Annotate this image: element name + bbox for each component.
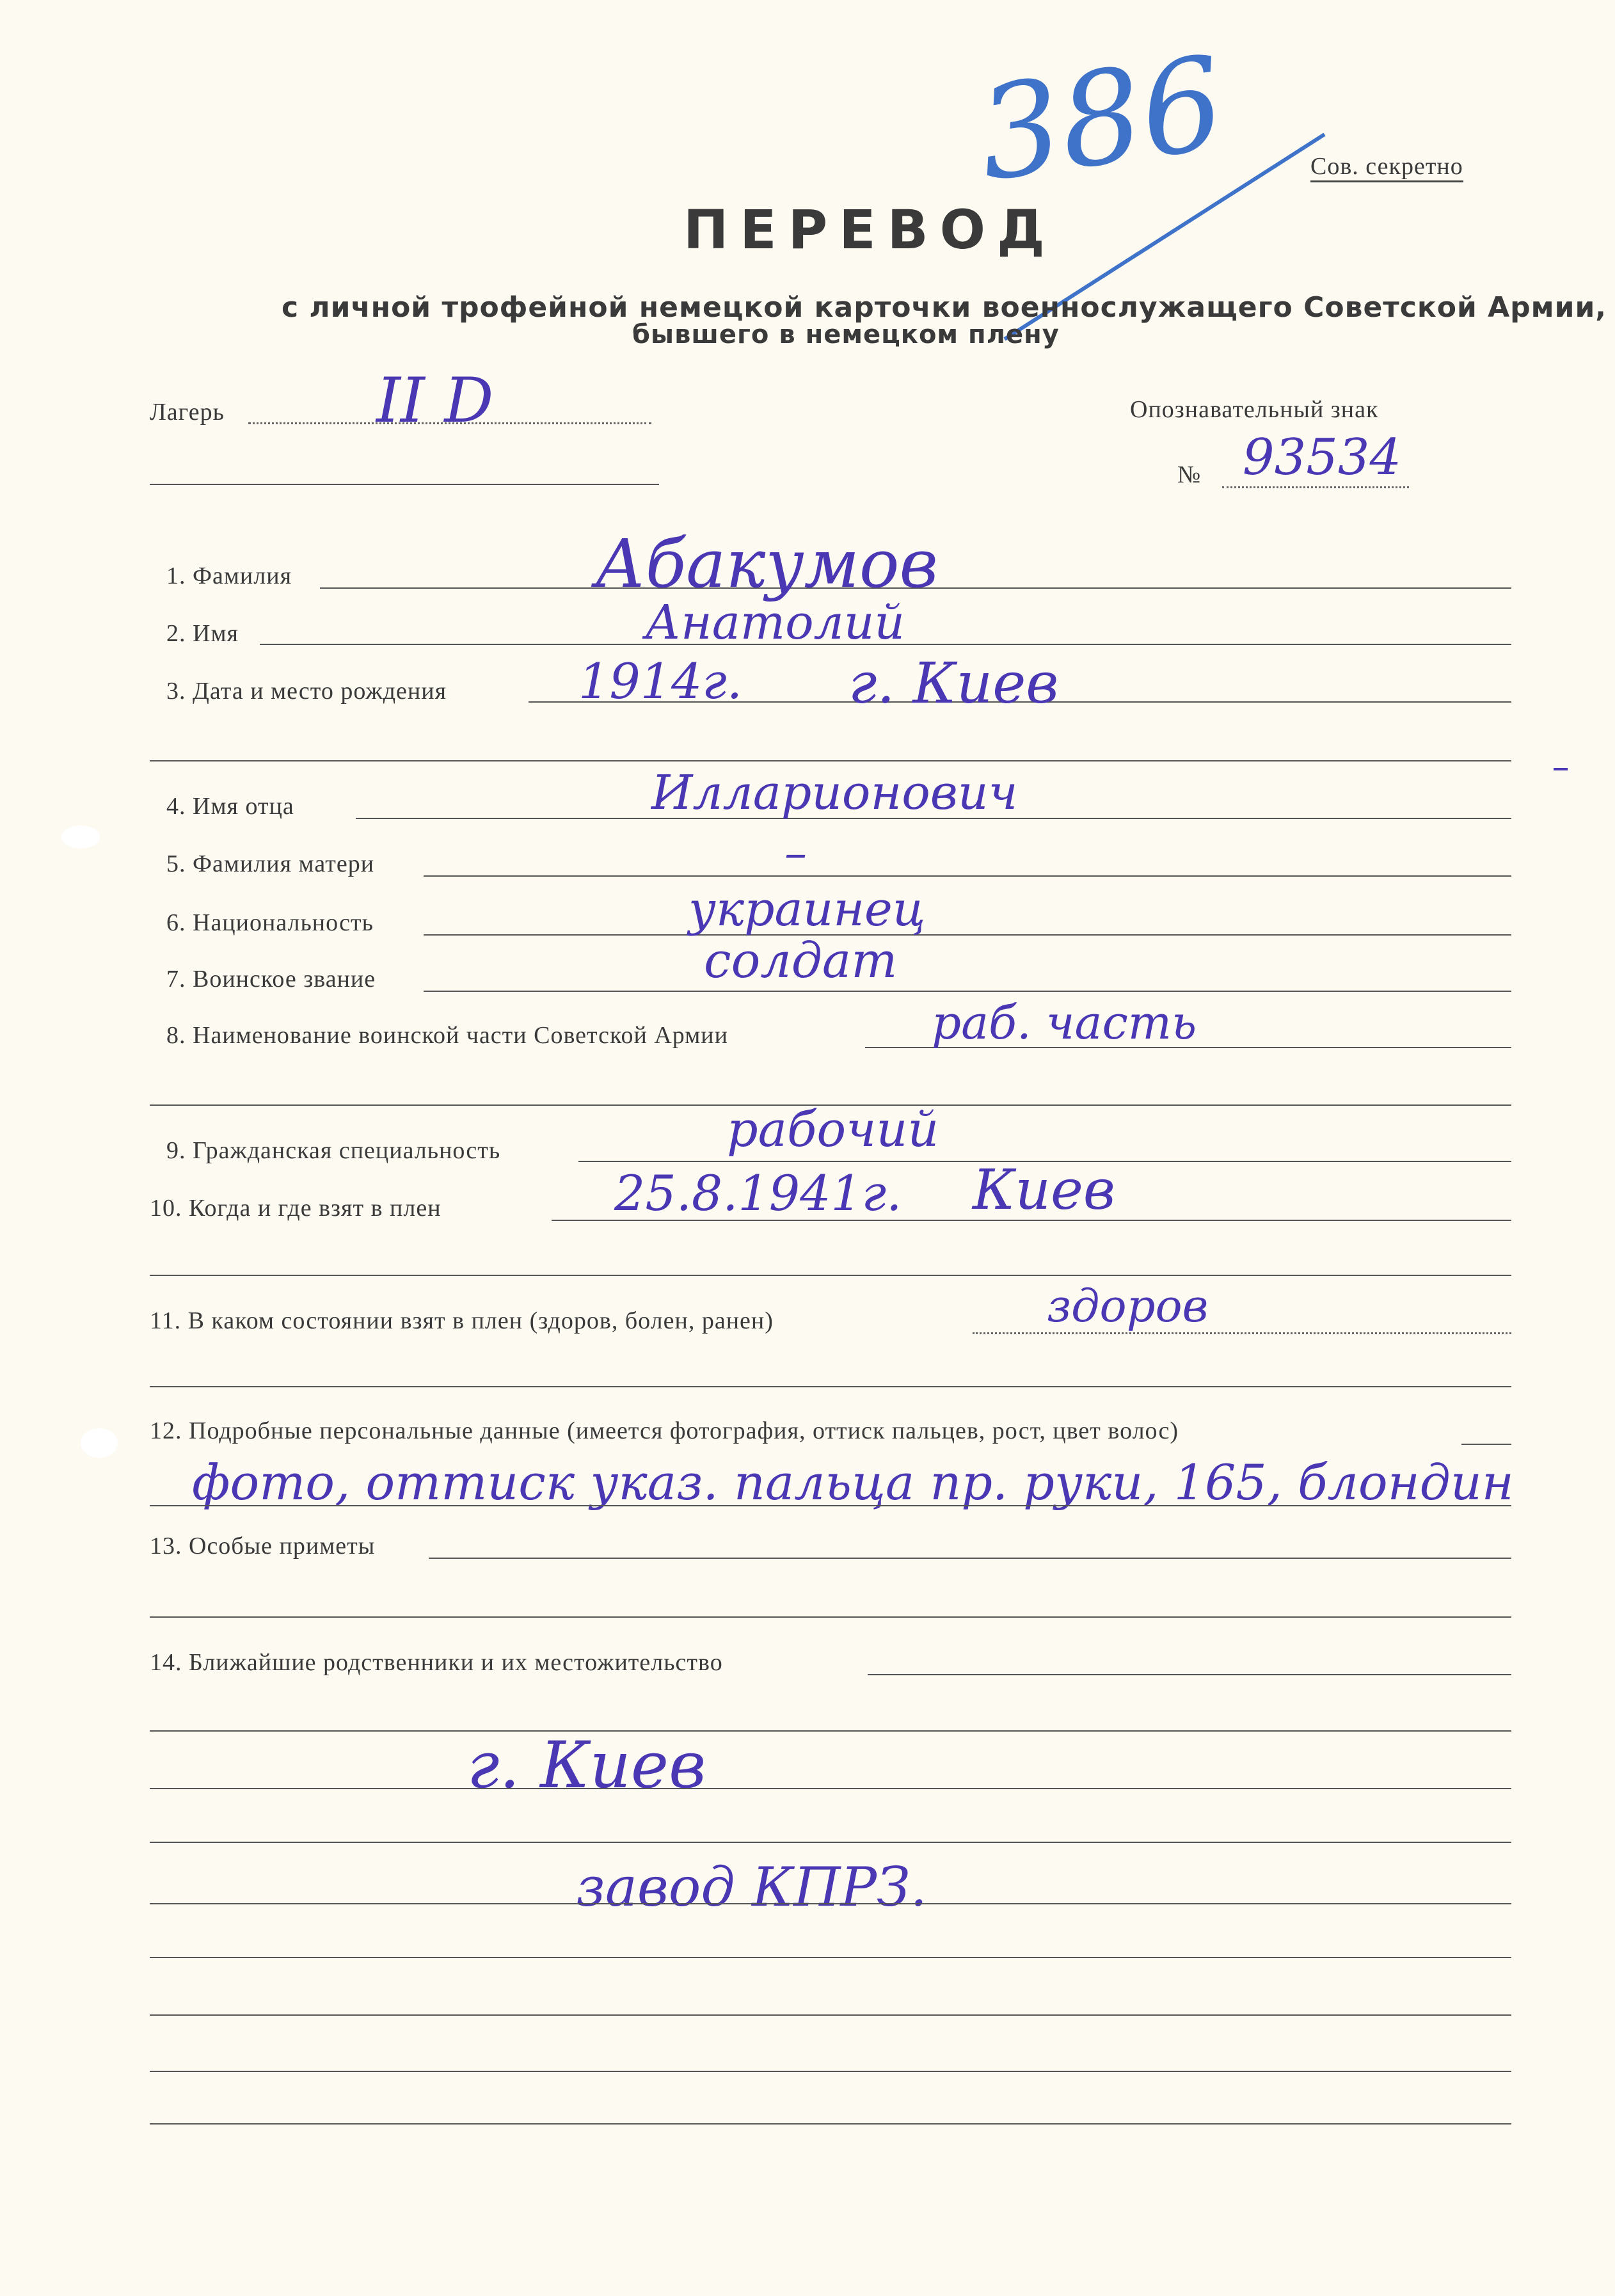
classification-label: Сов. секретно	[1310, 152, 1463, 182]
page-title: ПЕРЕВОД	[683, 198, 1056, 261]
punch-hole-top	[61, 825, 100, 849]
field-name-label: 2. Имя	[166, 620, 239, 647]
field-birth-line-2	[150, 760, 1511, 761]
field-profession-value: рабочий	[727, 1101, 939, 1158]
field-surname-label: 1. Фамилия	[166, 562, 292, 589]
field-condition-value: здоров	[1047, 1280, 1209, 1332]
id-dotted-line	[1222, 486, 1409, 488]
field-relatives-line-4	[150, 1842, 1511, 1843]
field-relatives-line-6	[150, 1957, 1511, 1958]
field-personal-data-line	[1461, 1444, 1511, 1445]
camp-value: II D	[376, 365, 494, 436]
field-personal-data-label: 12. Подробные персональные данные (имеется фотография, оттиск пальцев, рост, цвет волос)	[150, 1417, 1179, 1444]
field-relatives-line-3	[150, 1788, 1511, 1789]
field-capture-date: 25.8.1941г.	[614, 1165, 902, 1222]
field-mother-value: –	[784, 827, 807, 879]
stamp-number: 386	[969, 28, 1233, 211]
field-condition-line	[973, 1332, 1511, 1334]
field-capture-label: 10. Когда и где взят в плен	[150, 1195, 442, 1222]
field-nationality-label: 6. Национальность	[166, 909, 374, 936]
field-mother-line	[424, 875, 1511, 877]
subtitle-line1: с личной трофейной немецкой карточки военнослужащего Советской Армии,	[282, 291, 1607, 324]
field-relatives-label: 14. Ближайшие родственники и их местожительство	[150, 1649, 723, 1676]
field-relatives-line	[868, 1674, 1511, 1675]
camp-line-2	[150, 484, 659, 485]
field-relatives-value-2: завод КПРЗ.	[576, 1856, 928, 1918]
punch-hole-bottom	[81, 1428, 118, 1458]
field-unit-value: раб. часть	[932, 996, 1197, 1049]
field-condition-line-2	[150, 1386, 1511, 1387]
id-number-label: №	[1177, 461, 1202, 488]
field-unit-label: 8. Наименование воинской части Советской Армии	[166, 1022, 728, 1049]
camp-label: Лагерь	[150, 399, 225, 426]
field-nationality-value: украинец	[688, 882, 926, 937]
field-birth-label: 3. Дата и место рождения	[166, 678, 447, 705]
field-birth-place: г. Киев	[848, 650, 1059, 716]
subtitle-line2: бывшего в немецком плену	[632, 320, 1060, 349]
field-father-value: Илларионович	[651, 765, 1018, 820]
field-rank-value: солдат	[704, 932, 898, 989]
field-relatives-line-2	[150, 1730, 1511, 1732]
field-rank-label: 7. Воинское звание	[166, 966, 376, 993]
field-marks-line-2	[150, 1616, 1511, 1618]
margin-tick	[1554, 768, 1568, 770]
field-personal-data-line-2	[150, 1505, 1511, 1506]
field-relatives-line-8	[150, 2071, 1511, 2072]
field-marks-line	[429, 1558, 1511, 1559]
field-surname-value: Абакумов	[595, 525, 939, 603]
field-name-value: Анатолий	[645, 595, 905, 650]
field-capture-place: Киев	[973, 1158, 1115, 1222]
field-father-label: 4. Имя отца	[166, 793, 294, 820]
field-relatives-value-1: г. Киев	[467, 1728, 706, 1803]
field-birth-year: 1914г.	[578, 653, 742, 710]
field-capture-line-2	[150, 1275, 1511, 1276]
field-nationality-line	[424, 934, 1511, 936]
field-personal-data-value: фото, оттиск указ. пальца пр. руки, 165, блондин	[192, 1454, 1514, 1511]
id-tag-value: 93534	[1243, 429, 1402, 486]
field-profession-label: 9. Гражданская специальность	[166, 1137, 501, 1164]
field-mother-label: 5. Фамилия матери	[166, 850, 375, 877]
field-marks-label: 13. Особые приметы	[150, 1533, 376, 1559]
id-tag-label: Опознавательный знак	[1130, 396, 1379, 423]
field-rank-line	[424, 991, 1511, 992]
field-condition-label: 11. В каком состоянии взят в плен (здоров, болен, ранен)	[150, 1307, 774, 1334]
field-relatives-line-5	[150, 1903, 1511, 1904]
field-relatives-line-7	[150, 2014, 1511, 2016]
field-relatives-line-9	[150, 2123, 1511, 2125]
